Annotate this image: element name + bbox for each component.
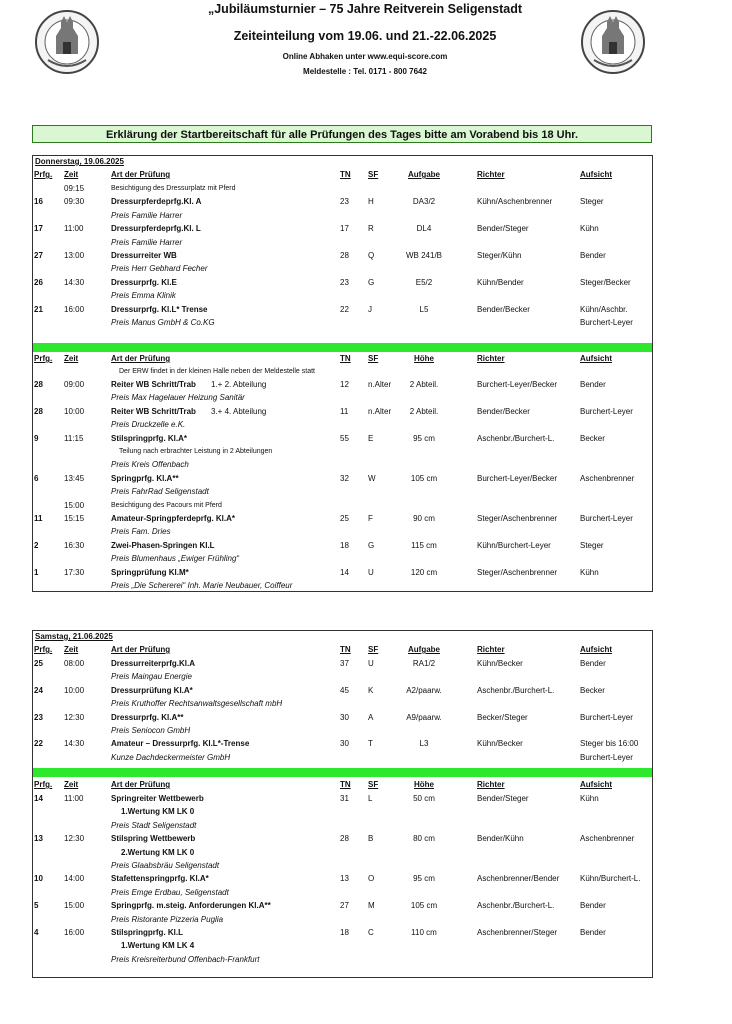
time-cell: 12:30 xyxy=(64,834,85,844)
prfg-number: 13 xyxy=(34,834,43,844)
prfg-number: 6 xyxy=(34,473,39,483)
header-art: Art der Prüfung xyxy=(111,645,171,654)
competition-name: Springreiter Wettbewerb xyxy=(111,794,204,803)
height-cell: 110 cm xyxy=(411,928,437,937)
start-readiness-banner: Erklärung der Startbereitschaft für alle Prüfungen des Tages bitte am Vorabend bis 18 Uhr. xyxy=(32,125,652,143)
sponsor-text: Preis Druckzelle e.K. xyxy=(111,420,186,430)
aufgabe-cell: WB 241/B xyxy=(405,251,442,260)
sponsor-row xyxy=(33,290,652,302)
supervision-cell: Steger xyxy=(580,540,604,550)
sponsor-text: Preis Stadt Seligenstadt xyxy=(111,820,197,830)
sponsor-text: Kunze Dachdeckermeister GmbH xyxy=(111,752,231,762)
tn-count: 30 xyxy=(340,739,349,749)
tn-count: 32 xyxy=(340,473,349,483)
tn-count: 28 xyxy=(340,834,349,844)
tn-count: 18 xyxy=(340,540,349,550)
division-text: 1.+ 2. Abteilung xyxy=(211,380,267,389)
competition-name: Stafettenspringprfg. Kl.A* xyxy=(111,874,209,884)
header-art: Art der Prüfung xyxy=(111,170,171,179)
time-cell: 11:15 xyxy=(64,433,84,443)
judges-cell: Aschenbrenner/Bender xyxy=(477,874,560,884)
competition-name: Dressurprfg. Kl.A** xyxy=(111,712,184,722)
prfg-number: 9 xyxy=(34,433,39,443)
event-row xyxy=(33,250,652,262)
page-title: „Jubiläumsturnier – 75 Jahre Reitverein Seligenstadt xyxy=(207,2,522,16)
start-sequence: R xyxy=(368,224,374,234)
club-logo-left xyxy=(34,2,100,90)
judges-cell: Kühn/Aschenbrenner xyxy=(477,197,553,207)
height-cell: 2 Abteil. xyxy=(409,380,439,389)
start-sequence: K xyxy=(368,685,374,695)
supervision-cell: Steger/Becker xyxy=(580,277,631,287)
sponsor-row xyxy=(33,914,652,926)
header-zeit: Zeit xyxy=(64,354,79,363)
prfg-number: 28 xyxy=(34,406,43,416)
judges-cell: Aschenbrenner/Steger xyxy=(477,928,558,937)
division-text: 3.+ 4. Abteilung xyxy=(211,406,267,416)
start-sequence: n.Alter xyxy=(368,406,392,416)
supervision-cell: Burchert-Leyer xyxy=(580,712,633,722)
height-cell: 50 cm xyxy=(413,794,435,803)
sponsor-row xyxy=(33,860,652,872)
sponsor-text: Preis Blumenhaus „Ewiger Frühling“ xyxy=(111,554,240,564)
aufgabe-cell: RA1/2 xyxy=(412,659,436,668)
sponsor-text: Preis Herr Gebhard Fecher xyxy=(111,264,208,274)
prfg-number: 11 xyxy=(34,514,43,523)
note-row xyxy=(33,183,652,195)
prfg-number: 5 xyxy=(34,901,39,911)
tn-count: 18 xyxy=(340,928,349,937)
wertung-row xyxy=(33,806,652,818)
sponsor-row xyxy=(33,263,652,275)
prfg-number: 16 xyxy=(34,197,43,207)
prfg-number: 17 xyxy=(34,224,43,234)
sponsor-row xyxy=(33,237,652,249)
sponsor-row xyxy=(33,887,652,899)
time-cell: 14:00 xyxy=(64,874,85,884)
event-row xyxy=(33,406,652,418)
sponsor-text: Preis Familie Harrer xyxy=(111,210,183,220)
note-text: Besichtigung des Dressurplatz mit Pferd xyxy=(111,185,236,192)
wertung-text: 1.Wertung KM LK 0 xyxy=(121,807,195,817)
prfg-number: 10 xyxy=(34,874,43,884)
tn-count: 27 xyxy=(340,901,349,911)
competition-name: Amateur-Springpferdeprfg. Kl.A* xyxy=(111,514,236,523)
event-row xyxy=(33,712,652,724)
aufgabe-cell: L5 xyxy=(419,304,429,314)
note-row xyxy=(33,500,652,512)
note-text: Besichtigung des Pacours mit Pferd xyxy=(111,501,222,509)
time-cell: 10:00 xyxy=(64,685,85,695)
aufgabe-cell: DA3/2 xyxy=(412,197,436,207)
height-cell: 2 Abteil. xyxy=(409,406,439,416)
sponsor-text: Preis „Die Schererei“ Inh. Marie Neubauer, Coiffeur xyxy=(111,581,293,590)
time-cell: 16:30 xyxy=(64,540,85,550)
prfg-number: 28 xyxy=(34,380,43,389)
judges-cell: Bender/Becker xyxy=(477,304,530,314)
time-cell: 10:00 xyxy=(64,406,85,416)
header-art: Art der Prüfung xyxy=(111,780,171,789)
event-row xyxy=(33,433,652,445)
header-art: Art der Prüfung xyxy=(111,354,171,363)
supervision-cell: Bender xyxy=(580,928,606,937)
competition-name: Springprüfung Kl.M* xyxy=(111,567,189,577)
sponsor-row xyxy=(33,820,652,832)
event-row xyxy=(33,658,652,670)
tn-count: 25 xyxy=(340,514,349,523)
height-cell: 115 cm xyxy=(411,540,437,550)
tn-count: 45 xyxy=(340,685,349,695)
note-text: Teilung nach erbrachter Leistung in 2 Abteilungen xyxy=(119,448,273,455)
header-richter: Richter xyxy=(477,780,505,789)
tn-count: 30 xyxy=(340,712,349,722)
sponsor-row xyxy=(33,671,652,683)
start-sequence: C xyxy=(368,928,374,937)
header-prfg: Prfg. xyxy=(34,645,53,654)
header-aufsicht: Aufsicht xyxy=(580,354,612,363)
time-cell: 12:30 xyxy=(64,712,85,722)
supervision-cell: Burchert-Leyer xyxy=(580,406,633,416)
sponsor-text: Preis Ristorante Pizzeria Puglia xyxy=(111,914,224,924)
competition-name: Stilspringprfg. Kl.L xyxy=(111,928,183,937)
aufgabe-cell: DL4 xyxy=(416,224,432,234)
header-zeit: Zeit xyxy=(64,645,79,654)
dressage-table-header xyxy=(33,169,652,181)
prfg-number: 26 xyxy=(34,277,43,287)
header-sf: SF xyxy=(368,645,379,654)
competition-name: Dressurreiterprfg.Kl.A xyxy=(111,659,196,668)
time-cell: 11:00 xyxy=(64,224,84,234)
tn-count: 11 xyxy=(340,406,349,416)
note-row xyxy=(33,446,652,458)
wertung-row xyxy=(33,847,652,859)
start-sequence: G xyxy=(368,540,375,550)
competition-name: Stilspring Wettbewerb xyxy=(111,834,196,844)
wertung-text: 1.Wertung KM LK 4 xyxy=(121,941,195,951)
start-sequence: U xyxy=(368,567,374,577)
height-cell: 105 cm xyxy=(410,473,438,483)
start-sequence: A xyxy=(368,712,374,722)
event-row xyxy=(33,927,652,939)
judges-cell: Steger/Kühn xyxy=(477,251,522,260)
dressage-table-header xyxy=(33,644,652,656)
header-zeit: Zeit xyxy=(64,780,79,789)
supervision-cell: Bender xyxy=(580,901,606,911)
section-divider xyxy=(33,343,652,352)
judges-cell: Kühn/Becker xyxy=(477,739,523,749)
supervision-cell: Becker xyxy=(580,433,605,443)
sponsor-text: Preis Max Hagelauer Heizung Sanitär xyxy=(111,393,245,403)
prfg-number: 25 xyxy=(34,659,43,668)
header-aufsicht: Aufsicht xyxy=(580,645,612,654)
time-cell: 16:00 xyxy=(64,928,85,937)
sponsor-row xyxy=(33,459,652,471)
jumping-table-header xyxy=(33,353,652,365)
judges-cell: Aschenbr./Burchert-L. xyxy=(477,685,555,695)
time-cell: 15:15 xyxy=(64,514,85,523)
header-aufsicht: Aufsicht xyxy=(580,170,612,179)
day2-date: Samstag, 21.06.2025 xyxy=(35,632,113,641)
event-row xyxy=(33,277,652,289)
judges-cell: Steger/Aschenbrenner xyxy=(477,514,558,523)
tn-count: 22 xyxy=(340,304,349,314)
header-tn: TN xyxy=(340,354,351,363)
height-cell: 105 cm xyxy=(410,901,438,911)
judges-cell: Burchert-Leyer/Becker xyxy=(477,473,558,483)
competition-name: Amateur – Dressurprfg. Kl.L*-Trense xyxy=(111,739,250,749)
event-row xyxy=(33,833,652,845)
competition-name: Dressurpferdeprfg.Kl. A xyxy=(111,197,202,207)
time-cell: 14:30 xyxy=(64,277,85,287)
tn-count: 14 xyxy=(340,567,349,577)
event-row xyxy=(33,900,652,912)
sponsor-row xyxy=(33,526,652,538)
tn-count: 28 xyxy=(340,251,349,260)
supervision-cell: Kühn xyxy=(580,794,599,803)
prfg-number: 27 xyxy=(34,251,43,260)
supervision-cell: Burchert-Leyer xyxy=(580,318,633,327)
event-row xyxy=(33,223,652,235)
event-row xyxy=(33,873,652,885)
supervision-cell: Becker xyxy=(580,685,605,695)
event-row xyxy=(33,685,652,697)
event-row xyxy=(33,304,652,316)
tn-count: 23 xyxy=(340,197,349,207)
event-row xyxy=(33,567,652,579)
judges-cell: Becker/Steger xyxy=(477,712,528,722)
supervision-cell: Bender xyxy=(580,380,606,389)
header-tn: TN xyxy=(340,645,351,654)
meldestelle-phone: Meldestelle : Tel. 0171 - 800 7642 xyxy=(303,67,427,76)
sponsor-text: Preis Emma Klinik xyxy=(111,291,176,301)
event-row xyxy=(33,513,652,525)
start-sequence: M xyxy=(368,901,375,911)
judges-cell: Bender/Becker xyxy=(477,406,530,416)
supervision-cell: Steger bis 16:00 xyxy=(580,739,639,749)
prfg-number: 1 xyxy=(34,567,39,577)
event-row xyxy=(33,738,652,750)
judges-cell: Bender/Steger xyxy=(477,224,529,234)
tn-count: 37 xyxy=(340,659,349,668)
header-aufgabe: Höhe xyxy=(414,354,434,363)
competition-name: Reiter WB Schritt/Trab xyxy=(111,406,196,416)
sponsor-row xyxy=(33,698,652,710)
event-row xyxy=(33,196,652,208)
aufgabe-cell: E5/2 xyxy=(415,277,433,287)
competition-name: Springprfg. Kl.A** xyxy=(111,473,179,483)
time-cell: 08:00 xyxy=(64,659,85,668)
time-cell: 14:30 xyxy=(64,739,85,749)
supervision-cell: Kühn xyxy=(580,224,599,234)
start-sequence: U xyxy=(368,659,374,668)
wertung-row xyxy=(33,940,652,952)
section-divider xyxy=(33,768,652,777)
prfg-number: 24 xyxy=(34,685,43,695)
competition-name: Dressurprfg. Kl.E xyxy=(111,277,177,287)
header-prfg: Prfg. xyxy=(34,170,53,179)
sponsor-text: Preis Maingau Energie xyxy=(111,672,192,682)
aufgabe-cell: A2/paarw. xyxy=(406,685,442,695)
header-sf: SF xyxy=(368,780,379,789)
supervision-cell: Aschenbrenner xyxy=(580,834,635,844)
header-aufgabe: Aufgabe xyxy=(408,170,440,179)
tn-count: 12 xyxy=(340,380,349,389)
time-cell: 11:00 xyxy=(64,794,84,803)
supervision-cell: Aschenbrenner xyxy=(580,473,635,483)
tn-count: 17 xyxy=(340,224,349,234)
judges-cell: Burchert-Leyer/Becker xyxy=(477,380,558,389)
sponsor-text: Preis Fam. Dries xyxy=(111,527,171,537)
competition-name: Springprfg. m.steig. Anforderungen Kl.A** xyxy=(111,901,271,911)
sponsor-text: Preis Glaabsbräu Seligenstadt xyxy=(111,861,220,870)
header-richter: Richter xyxy=(477,645,505,654)
height-cell: 120 cm xyxy=(410,567,438,577)
day2-schedule-box xyxy=(32,630,653,978)
supervision-cell: Bender xyxy=(580,659,606,668)
day1-date: Donnerstag, 19.06.2025 xyxy=(35,157,124,166)
jumping-note-row xyxy=(33,366,652,378)
header-aufgabe: Aufgabe xyxy=(408,645,440,654)
jumping-table-header xyxy=(33,779,652,791)
sponsor-text: Preis Manus GmbH & Co.KG xyxy=(111,318,215,327)
header-tn: TN xyxy=(340,780,351,789)
header-zeit: Zeit xyxy=(64,170,79,179)
judges-cell: Steger/Aschenbrenner xyxy=(477,567,558,577)
sponsor-text: Preis Kreisreiterbund Offenbach-Frankfurt xyxy=(111,954,260,964)
header-sf: SF xyxy=(368,170,379,179)
header-prfg: Prfg. xyxy=(34,780,53,789)
start-sequence: J xyxy=(368,304,372,314)
competition-name: Dressurprfg. Kl.L* Trense xyxy=(111,304,208,314)
start-sequence: T xyxy=(368,739,373,749)
tn-count: 23 xyxy=(340,277,349,287)
time-cell: 09:15 xyxy=(64,184,85,193)
header-richter: Richter xyxy=(477,170,505,179)
start-sequence: E xyxy=(368,433,374,443)
height-cell: 90 cm xyxy=(413,514,435,523)
supervision-cell: Burchert-Leyer xyxy=(580,514,633,523)
supervision-cell: Kühn/Burchert-L. xyxy=(580,874,641,884)
judges-cell: Kühn/Bender xyxy=(477,277,524,287)
prfg-number: 23 xyxy=(34,712,43,722)
competition-name: Stilspringprfg. Kl.A* xyxy=(111,433,187,443)
supervision-cell: Kühn/Aschbr. xyxy=(580,304,628,314)
tn-count: 55 xyxy=(340,433,349,443)
event-row xyxy=(33,473,652,485)
online-link-text: Online Abhaken unter www.equi-score.com xyxy=(282,52,448,61)
competition-name: Dressurprüfung Kl.A* xyxy=(111,685,193,695)
time-cell: 09:30 xyxy=(64,197,85,207)
start-sequence: Q xyxy=(368,251,375,260)
aufgabe-cell: A9/paarw. xyxy=(406,712,442,722)
prfg-number: 2 xyxy=(34,540,39,550)
competition-name: Dressurpferdeprfg.Kl. L xyxy=(111,224,201,234)
header-sf: SF xyxy=(368,354,379,363)
start-sequence: G xyxy=(368,277,375,287)
page-subtitle: Zeiteinteilung vom 19.06. und 21.-22.06.2025 xyxy=(233,29,497,43)
event-row xyxy=(33,379,652,391)
prfg-number: 22 xyxy=(34,739,43,749)
sponsor-text: Preis Familie Harrer xyxy=(111,237,183,247)
sponsor-row xyxy=(33,553,652,565)
event-row xyxy=(33,540,652,552)
time-cell: 17:30 xyxy=(64,567,85,577)
day1-schedule-box xyxy=(32,155,653,592)
judges-cell: Kühn/Burchert-Leyer xyxy=(477,540,551,550)
time-cell: 16:00 xyxy=(64,304,85,314)
start-sequence: n.Alter xyxy=(368,380,392,389)
time-cell: 09:00 xyxy=(64,380,85,389)
wertung-text: 2.Wertung KM LK 0 xyxy=(121,847,195,857)
jumping-note: Der ERW findet in der kleinen Halle neben der Meldestelle statt xyxy=(119,368,315,375)
height-cell: 95 cm xyxy=(413,433,435,443)
sponsor-text: Preis Kreis Offenbach xyxy=(111,460,189,470)
prfg-number: 21 xyxy=(34,304,43,314)
sponsor-row xyxy=(33,392,652,404)
judges-cell: Bender/Kühn xyxy=(477,834,524,844)
sponsor-row xyxy=(33,580,652,592)
time-cell: 15:00 xyxy=(64,500,85,510)
header-prfg: Prfg. xyxy=(34,354,53,363)
height-cell: 95 cm xyxy=(413,874,435,884)
aufgabe-cell: L3 xyxy=(419,739,429,749)
judges-cell: Aschenbr./Burchert-L. xyxy=(477,433,555,443)
supervision-cell: Burchert-Leyer xyxy=(580,752,633,762)
judges-cell: Aschenbr./Burchert-L. xyxy=(477,901,555,911)
competition-name: Dressurreiter WB xyxy=(111,251,177,260)
supervision-cell: Kühn xyxy=(580,567,599,577)
start-sequence: L xyxy=(368,794,373,803)
competition-name: Reiter WB Schritt/Trab xyxy=(111,380,196,389)
start-sequence: F xyxy=(368,514,373,523)
sponsor-row xyxy=(33,210,652,222)
time-cell: 15:00 xyxy=(64,901,85,911)
judges-cell: Bender/Steger xyxy=(477,794,529,803)
tn-count: 13 xyxy=(340,874,349,884)
competition-name: Zwei-Phasen-Springen Kl.L xyxy=(111,540,215,550)
sponsor-text: Preis Seniocon GmbH xyxy=(111,726,191,735)
sponsor-text: Preis Kruthoffer Rechtsanwaltsgesellschaft mbH xyxy=(111,699,283,709)
supervision-cell: Bender xyxy=(580,251,606,260)
start-sequence: O xyxy=(368,874,375,884)
sponsor-row xyxy=(33,725,652,737)
header-aufsicht: Aufsicht xyxy=(580,780,612,789)
prfg-number: 14 xyxy=(34,794,43,803)
header-aufgabe: Höhe xyxy=(414,780,434,789)
sponsor-row xyxy=(33,752,652,764)
time-cell: 13:45 xyxy=(64,473,85,483)
sponsor-row xyxy=(33,486,652,498)
time-cell: 13:00 xyxy=(64,251,85,260)
start-sequence: H xyxy=(368,197,374,207)
supervision-cell: Steger xyxy=(580,197,604,207)
tn-count: 31 xyxy=(340,794,349,803)
start-sequence: W xyxy=(368,473,376,483)
height-cell: 80 cm xyxy=(413,834,435,844)
prfg-number: 4 xyxy=(34,928,39,937)
sponsor-text: Preis Emge Erdbau, Seligenstadt xyxy=(111,887,229,897)
sponsor-row xyxy=(33,317,652,329)
event-row xyxy=(33,793,652,805)
sponsor-text: Preis FahrRad Seligenstadt xyxy=(111,487,209,497)
start-sequence: B xyxy=(368,834,374,844)
header-tn: TN xyxy=(340,170,351,179)
judges-cell: Kühn/Becker xyxy=(477,659,523,668)
sponsor-row xyxy=(33,954,652,966)
sponsor-row xyxy=(33,419,652,431)
header-richter: Richter xyxy=(477,354,505,363)
